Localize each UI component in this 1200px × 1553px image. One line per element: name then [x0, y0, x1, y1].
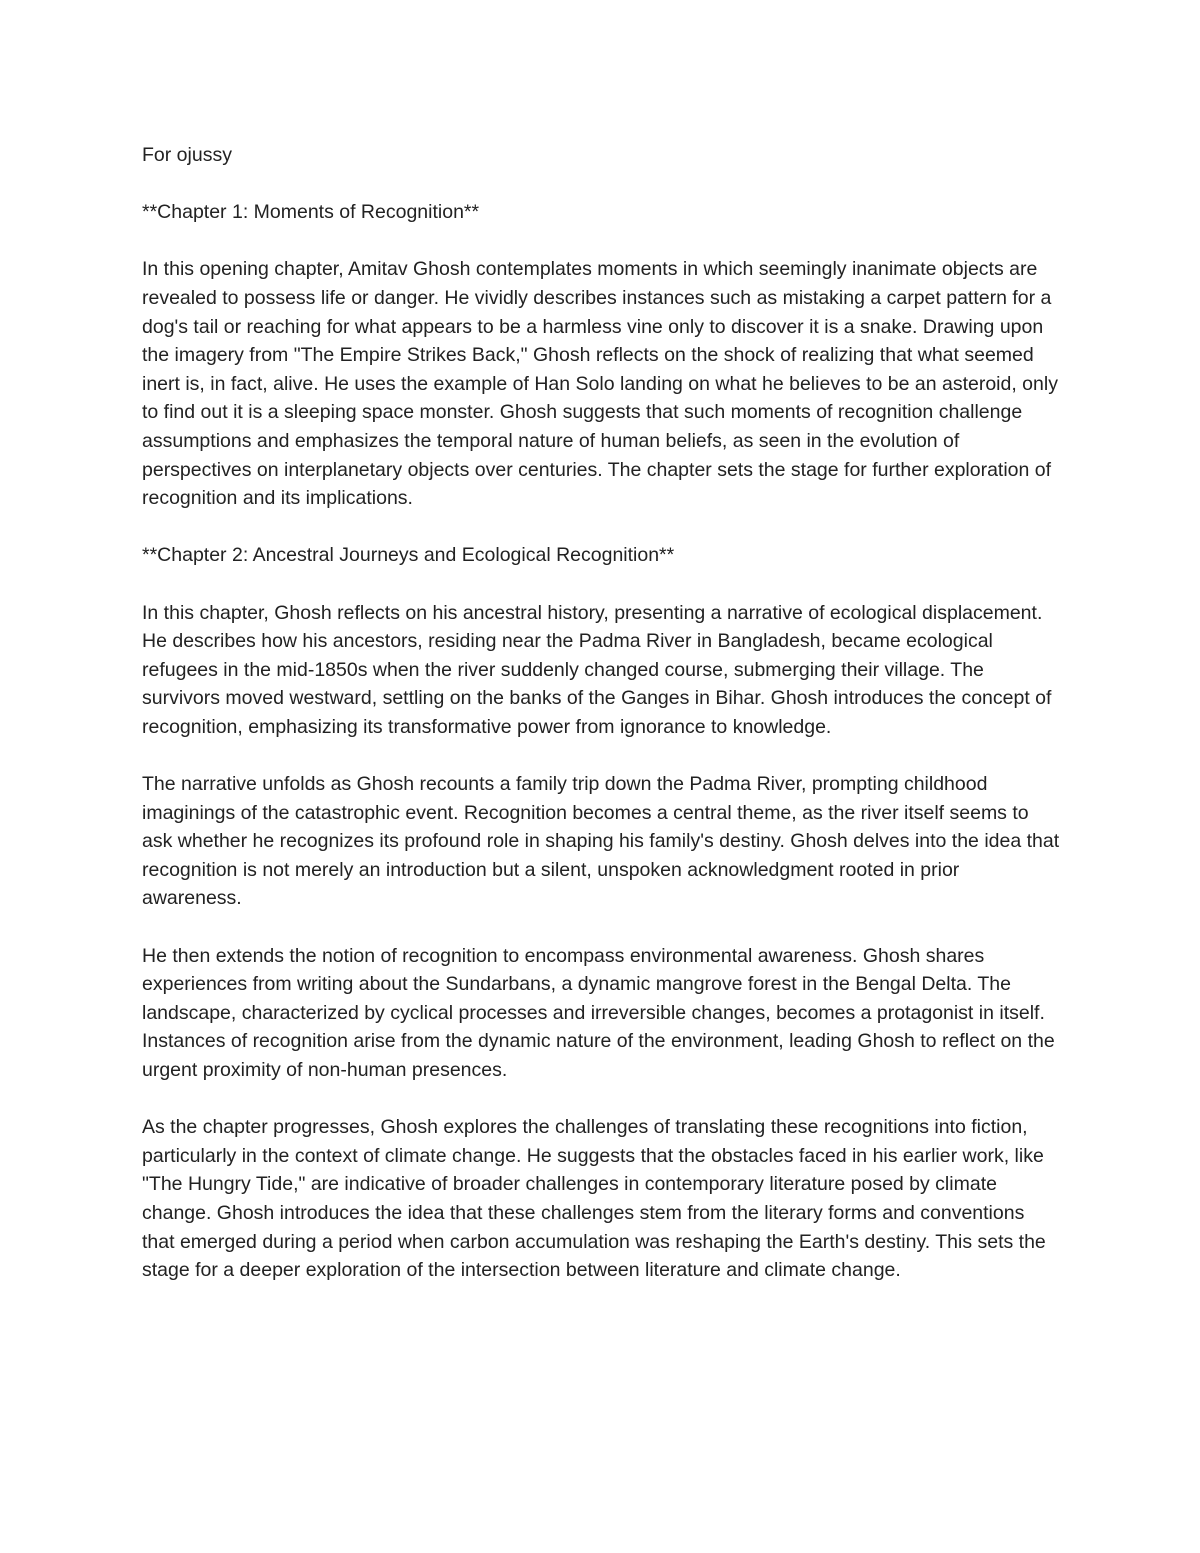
document-page [142, 141, 1062, 1285]
chapter-1-heading: **Chapter 1: Moments of Recognition** [142, 201, 480, 224]
chapter-2-paragraph: As the chapter progresses, Ghosh explores the challenges of translating these recognitions into fiction, particularly in the context of climate change. He suggests that the obstacles faced in his earlier work, like "The Hungry Tide," are indicative of broader challenges in contemporary literature posed by climate change. Ghosh introduces the idea that these challenges stem from the literary forms and conventions that emerged during a period when carbon accumulation was reshaping the Earth's destiny. This sets the stage for a deeper exploration of the intersection between literature and climate change. [142, 1116, 1046, 1282]
chapter-2-paragraph: In this chapter, Ghosh reflects on his ancestral history, presenting a narrative of ecological displacement. He describes how his ancestors, residing near the Padma River in Bangladesh, became ecological refugees in the mid-1850s when the river suddenly changed course, submerging their village. The survivors moved westward, settling on the banks of the Ganges in Bihar. Ghosh introduces the concept of recognition, emphasizing its transformative power from ignorance to knowledge. [142, 601, 1052, 738]
chapter-2-heading: **Chapter 2: Ancestral Journeys and Ecological Recognition** [142, 544, 675, 567]
chapter-2-paragraph: He then extends the notion of recognition to encompass environmental awareness. Ghosh shares experiences from writing about the Sundarbans, a dynamic mangrove forest in the Bengal Delta. The landscape, characterized by cyclical processes and irreversible changes, becomes a protagonist in itself. Instances of recognition arise from the dynamic nature of the environment, leading Ghosh to reflect on the urgent proximity of non-human presences. [142, 944, 1055, 1081]
chapter-1-paragraph: In this opening chapter, Amitav Ghosh contemplates moments in which seemingly inanimate objects are revealed to possess life or danger. He vividly describes instances such as mistaking a carpet pattern for a dog's tail or reaching for what appears to be a harmless vine only to discover it is a snake. Drawing upon the imagery from "The Empire Strikes Back," Ghosh reflects on the shock of realizing that what seemed inert is, in fact, alive. He uses the example of Han Solo landing on what he believes to be an asteroid, only to find out it is a sleeping space monster. Ghosh suggests that such moments of recognition challenge assumptions and emphasizes the temporal nature of human beliefs, as seen in the evolution of perspectives on interplanetary objects over centuries. The chapter sets the stage for further exploration of recognition and its implications. [142, 258, 1058, 510]
dedication: For ojussy [142, 144, 232, 166]
chapter-2-paragraph: The narrative unfolds as Ghosh recounts a family trip down the Padma River, prompting childhood imaginings of the catastrophic event. Recognition becomes a central theme, as the river itself seems to ask whether he recognizes its profound role in shaping his family's destiny. Ghosh delves into the idea that recognition is not merely an introduction but a silent, unspoken acknowledgment rooted in prior awareness. [142, 773, 1060, 910]
